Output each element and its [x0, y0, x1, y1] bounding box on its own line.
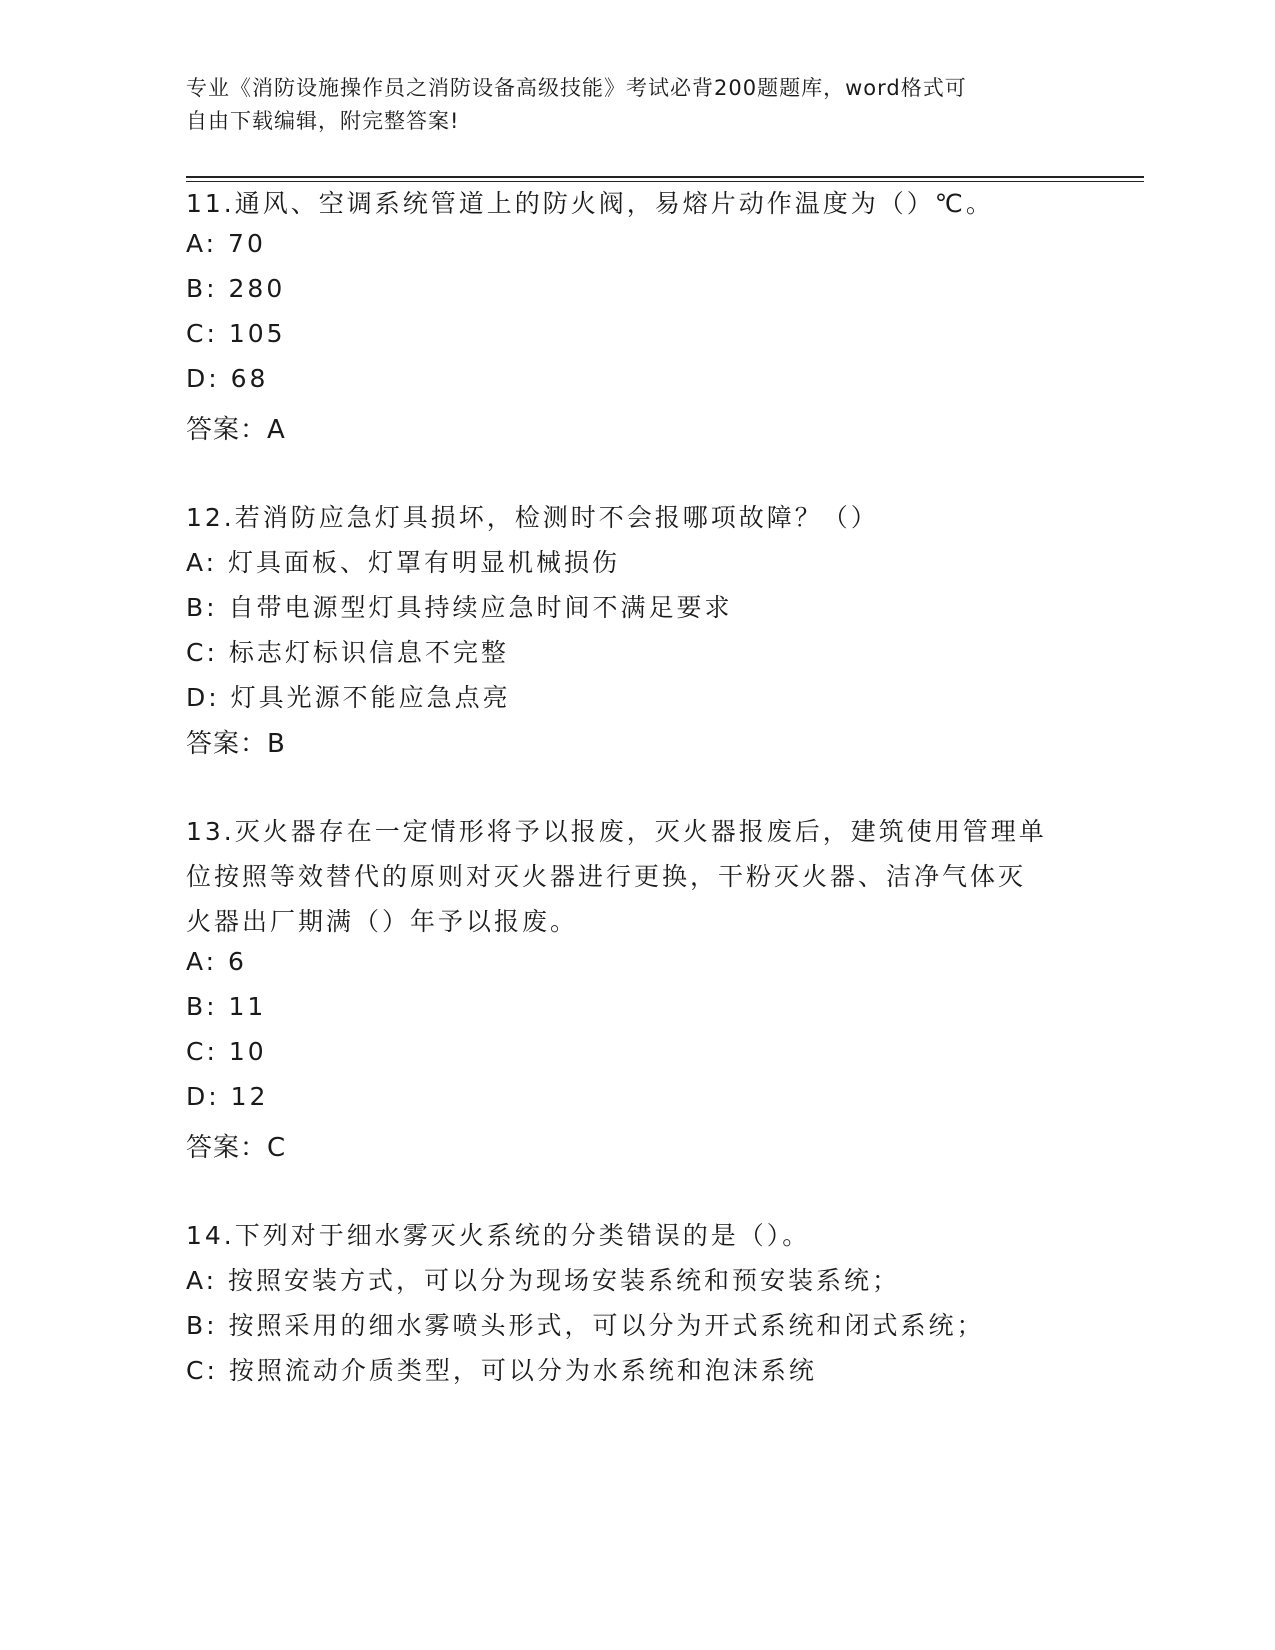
- question-14-option-c: C: 按照流动介质类型，可以分为水系统和泡沫系统: [186, 1356, 817, 1385]
- question-13-stem-line-3: 火器出厂期满（）年予以报废。: [186, 907, 579, 936]
- question-14-option-a: A: 按照安装方式，可以分为现场安装系统和预安装系统；: [186, 1266, 901, 1295]
- question-11-option-c: C: 105: [186, 319, 286, 348]
- question-12-option-a: A: 灯具面板、灯罩有明显机械损伤: [186, 548, 621, 577]
- question-12-option-d: D: 灯具光源不能应急点亮: [186, 683, 511, 712]
- document-header: [186, 72, 1066, 138]
- question-12-stem: 12.若消防应急灯具损坏，检测时不会报哪项故障？（）: [186, 503, 879, 532]
- question-11-answer: 答案：A: [186, 415, 286, 445]
- question-11-option-d: D: 68: [186, 364, 269, 393]
- question-13-option-c: C: 10: [186, 1037, 267, 1066]
- header-divider-thin: [186, 181, 1144, 182]
- question-11-option-b: B: 280: [186, 274, 286, 303]
- question-12-answer: 答案：B: [186, 729, 286, 759]
- question-13-answer: 答案：C: [186, 1133, 287, 1163]
- question-13-option-d: D: 12: [186, 1082, 269, 1111]
- question-12-option-c: C: 标志灯标识信息不完整: [186, 638, 509, 667]
- question-13-stem-line-1: 13.灭火器存在一定情形将予以报废，灭火器报废后，建筑使用管理单: [186, 817, 1047, 846]
- question-12-option-b: B: 自带电源型灯具持续应急时间不满足要求: [186, 593, 733, 622]
- header-line-1: 专业《消防设施操作员之消防设备高级技能》考试必背200题题库，word格式可: [186, 76, 967, 100]
- question-14-stem: 14.下列对于细水雾灭火系统的分类错误的是（）。: [186, 1221, 811, 1250]
- question-13-stem-line-2: 位按照等效替代的原则对灭火器进行更换，干粉灭火器、洁净气体灭: [186, 862, 1027, 891]
- header-divider-thick: [186, 176, 1144, 178]
- question-14-option-b: B: 按照采用的细水雾喷头形式，可以分为开式系统和闭式系统；: [186, 1311, 985, 1340]
- header-line-2: 自由下载编辑，附完整答案!: [186, 109, 460, 133]
- question-11-option-a: A: 70: [186, 229, 266, 258]
- question-13-option-b: B: 11: [186, 992, 267, 1021]
- question-13-option-a: A: 6: [186, 947, 247, 976]
- question-11-stem: 11.通风、空调系统管道上的防火阀，易熔片动作温度为（）℃。: [186, 189, 994, 218]
